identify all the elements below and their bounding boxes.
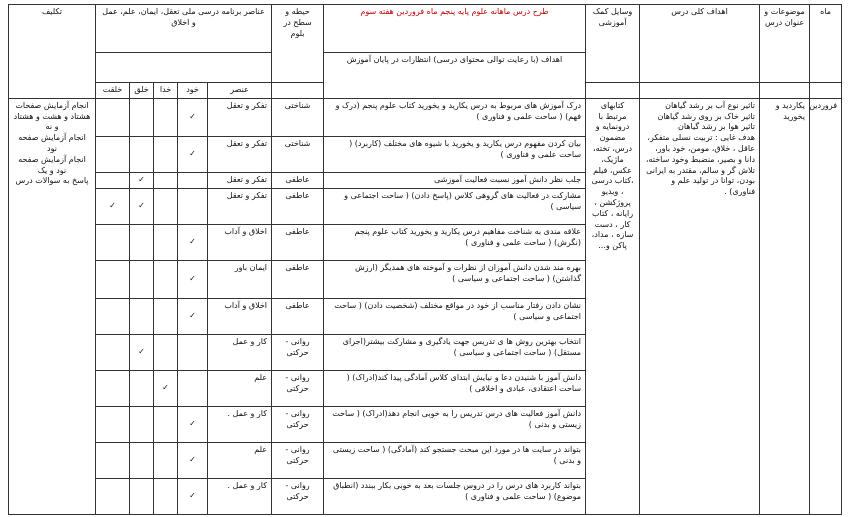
check-creation xyxy=(96,442,130,478)
domain-cell: عاطفی xyxy=(272,188,324,224)
check-creation xyxy=(96,298,130,334)
check-god xyxy=(154,188,178,224)
check-people: ✓ xyxy=(130,172,154,188)
check-creation xyxy=(96,478,130,514)
check-god xyxy=(154,298,178,334)
lesson-plan-table xyxy=(8,4,842,515)
lesson-plan-title: طرح درس ماهانه علوم پایه پنجم ماه فروردین هفته سوم xyxy=(324,5,586,53)
check-self: ✓ xyxy=(178,224,208,260)
check-creation xyxy=(96,334,130,370)
check-god xyxy=(154,172,178,188)
header-rel-creation: خلقت xyxy=(96,83,130,99)
check-god xyxy=(154,136,178,172)
check-god xyxy=(154,98,178,136)
objective-cell: بیان کردن مفهوم درس یکارید و یخورید با شیوه های مختلف (کاربرد) ( ساحت علمی و فناوری ) xyxy=(324,136,586,172)
element-cell: ایمان باور xyxy=(208,260,272,298)
objective-cell: مشارکت در فعالیت های گروهی کلاس (پاسخ دادن) ( ساحت اجتماعی و سیاسی ) xyxy=(324,188,586,224)
objective-cell: بتواند کاربرد های درس را در دروس جلسات بعد به خوبی بکار ببندد (انطباق موضوع) ( ساحت علمی و فناوری ) xyxy=(324,478,586,514)
check-self: ✓ xyxy=(178,442,208,478)
check-people xyxy=(130,260,154,298)
objective-cell: دانش آموز فعالیت های درس تدریس را به خوبی انجام دهد(ادراک) ( ساحت زیستی و بدنی ) xyxy=(324,406,586,442)
check-people: ✓ xyxy=(130,334,154,370)
domain-cell: روانی - حرکتی xyxy=(272,406,324,442)
check-god xyxy=(154,224,178,260)
check-self xyxy=(178,370,208,406)
check-self xyxy=(178,334,208,370)
header-rel-self: خود xyxy=(178,83,208,99)
check-creation xyxy=(96,98,130,136)
element-cell: تفکر و تعقل xyxy=(208,136,272,172)
check-creation xyxy=(96,406,130,442)
homework-cell: انجام آزمایش صفحات هشتاد و هشت و هشتاد و نه انجام آزمایش صفحه نود انجام آزمایش صفحه نود و یک پاسخ به سوالات درس xyxy=(9,98,96,514)
header-month: ماه xyxy=(810,5,842,83)
check-god xyxy=(154,406,178,442)
check-people xyxy=(130,478,154,514)
check-people xyxy=(130,98,154,136)
header-homework: تکلیف xyxy=(9,5,96,99)
header-domain: حیطه و سطح در بلوم xyxy=(272,5,324,83)
objective-cell: بهره مند شدن دانش آموزان از نظرات و آموخته های همدیگر (ارزش گذاشتن) ( ساحت اجتماعی و سیاسی ) xyxy=(324,260,586,298)
check-people xyxy=(130,136,154,172)
goals-cell: تاثیر نوع آب بر رشد گیاهان تاثیر خاک بر روی رشد گیاهان تاثیر هوا بر رشد گیاهان هدف غایی : تربیت نسلی متفکر، عاقل ، خلاق، مومن، خود باور، دانا و بصیر، منضبط وخود ساخته، تلاش گر و سالم، مقتدر به ایرانی بودن، توانا در تولید علم و فناوری) . xyxy=(640,98,760,514)
header-topics: موضوعات و عنوان درس xyxy=(760,5,810,83)
check-people xyxy=(130,406,154,442)
check-creation: ✓ xyxy=(96,188,130,224)
month-cell: فروردین xyxy=(810,98,842,514)
check-people xyxy=(130,298,154,334)
check-self xyxy=(178,172,208,188)
domain-cell: روانی - حرکتی xyxy=(272,370,324,406)
domain-cell: عاطفی xyxy=(272,298,324,334)
check-god xyxy=(154,478,178,514)
check-creation xyxy=(96,224,130,260)
check-self: ✓ xyxy=(178,98,208,136)
objective-cell: جلب نظر دانش آموز نسبت فعالیت آموزشی xyxy=(324,172,586,188)
header-rel-people: خلق xyxy=(130,83,154,99)
header-objectives: اهداف (با رعایت توالی محتوای درسی) انتظارات در پایان آموزش xyxy=(324,53,586,99)
check-self: ✓ xyxy=(178,478,208,514)
objective-cell: نشان دادن رفتار مناسب از خود در مواقع مختلف (شخصیت دادن) ( ساحت اجتماعی و سیاسی ) xyxy=(324,298,586,334)
domain-cell: عاطفی xyxy=(272,260,324,298)
check-creation xyxy=(96,136,130,172)
check-people: ✓ xyxy=(130,188,154,224)
check-god xyxy=(154,260,178,298)
domain-cell: روانی - حرکتی xyxy=(272,334,324,370)
check-self: ✓ xyxy=(178,260,208,298)
check-self: ✓ xyxy=(178,406,208,442)
element-cell: تفکر و تعقل xyxy=(208,98,272,136)
check-creation xyxy=(96,260,130,298)
element-cell: کار و عمل xyxy=(208,334,272,370)
topic-cell: یکاردید و یخورید xyxy=(760,98,810,514)
element-cell: اخلاق و آداب xyxy=(208,224,272,260)
objective-cell: بتواند در سایت ها در مورد این مبحث جستجو کند (آمادگی) ( ساحت زیستی و بدنی ) xyxy=(324,442,586,478)
objective-cell: علاقه مندی به شناخت مفاهیم درس یکارید و یخورید کتاب علوم پنجم (نگرش) ( ساحت علمی و فناوری ) xyxy=(324,224,586,260)
domain-cell: شناختی xyxy=(272,98,324,136)
header-element: عنصر xyxy=(208,83,272,99)
table-row xyxy=(9,98,842,136)
domain-cell: عاطفی xyxy=(272,224,324,260)
element-cell: تفکر و تعقل xyxy=(208,172,272,188)
check-self xyxy=(178,188,208,224)
header-elements-spacer xyxy=(96,53,272,83)
check-people xyxy=(130,224,154,260)
domain-cell: شناختی xyxy=(272,136,324,172)
domain-cell: روانی - حرکتی xyxy=(272,478,324,514)
check-self: ✓ xyxy=(178,298,208,334)
element-cell: علم xyxy=(208,442,272,478)
check-people xyxy=(130,442,154,478)
check-god xyxy=(154,334,178,370)
domain-cell: عاطفی xyxy=(272,172,324,188)
tools-cell: کتابهای مرتبط با درونمایه و مضمون درس، تخته، ماژیک، عکس، فیلم ،کتاب درسی ، ویدیو پروژکشن ، رایانه ، کتاب کار ، دست سازه ، مداد، پاکن و... xyxy=(586,98,640,514)
element-cell: علم xyxy=(208,370,272,406)
header-curriculum-elements: عناصر برنامه درسی ملی تعقل، ایمان، علم، عمل و اخلاق xyxy=(96,5,272,53)
check-self: ✓ xyxy=(178,136,208,172)
header-tools: وسایل کمک آموزشی xyxy=(586,5,640,83)
domain-cell: روانی - حرکتی xyxy=(272,442,324,478)
check-god: ✓ xyxy=(154,370,178,406)
check-people xyxy=(130,370,154,406)
objective-cell: درک آموزش های مربوط به درس یکارید و یخورید کتاب علوم پنجم (درک و فهم) ( ساحت علمی و فناوری ) xyxy=(324,98,586,136)
element-cell: تفکر و تعقل xyxy=(208,188,272,224)
check-creation xyxy=(96,370,130,406)
check-god xyxy=(154,442,178,478)
header-rel-god: خدا xyxy=(154,83,178,99)
element-cell: کار و عمل . xyxy=(208,406,272,442)
element-cell: اخلاق و آداب xyxy=(208,298,272,334)
check-creation xyxy=(96,172,130,188)
objective-cell: دانش آموز با شنیدن دعا و نیایش ابتدای کلاس آمادگی پیدا کند(ادراک) ( ساحت اعتقادی، عبادی و اخلاقی ) xyxy=(324,370,586,406)
header-general-goals: اهداف کلی درس xyxy=(640,5,760,83)
element-cell: کار و عمل . xyxy=(208,478,272,514)
objective-cell: انتخاب بهترین روش ها ی تدریس جهت یادگیری و مشارکت بیشتر(اجرای مستقل) ( ساحت اجتماعی و سیاسی ) xyxy=(324,334,586,370)
